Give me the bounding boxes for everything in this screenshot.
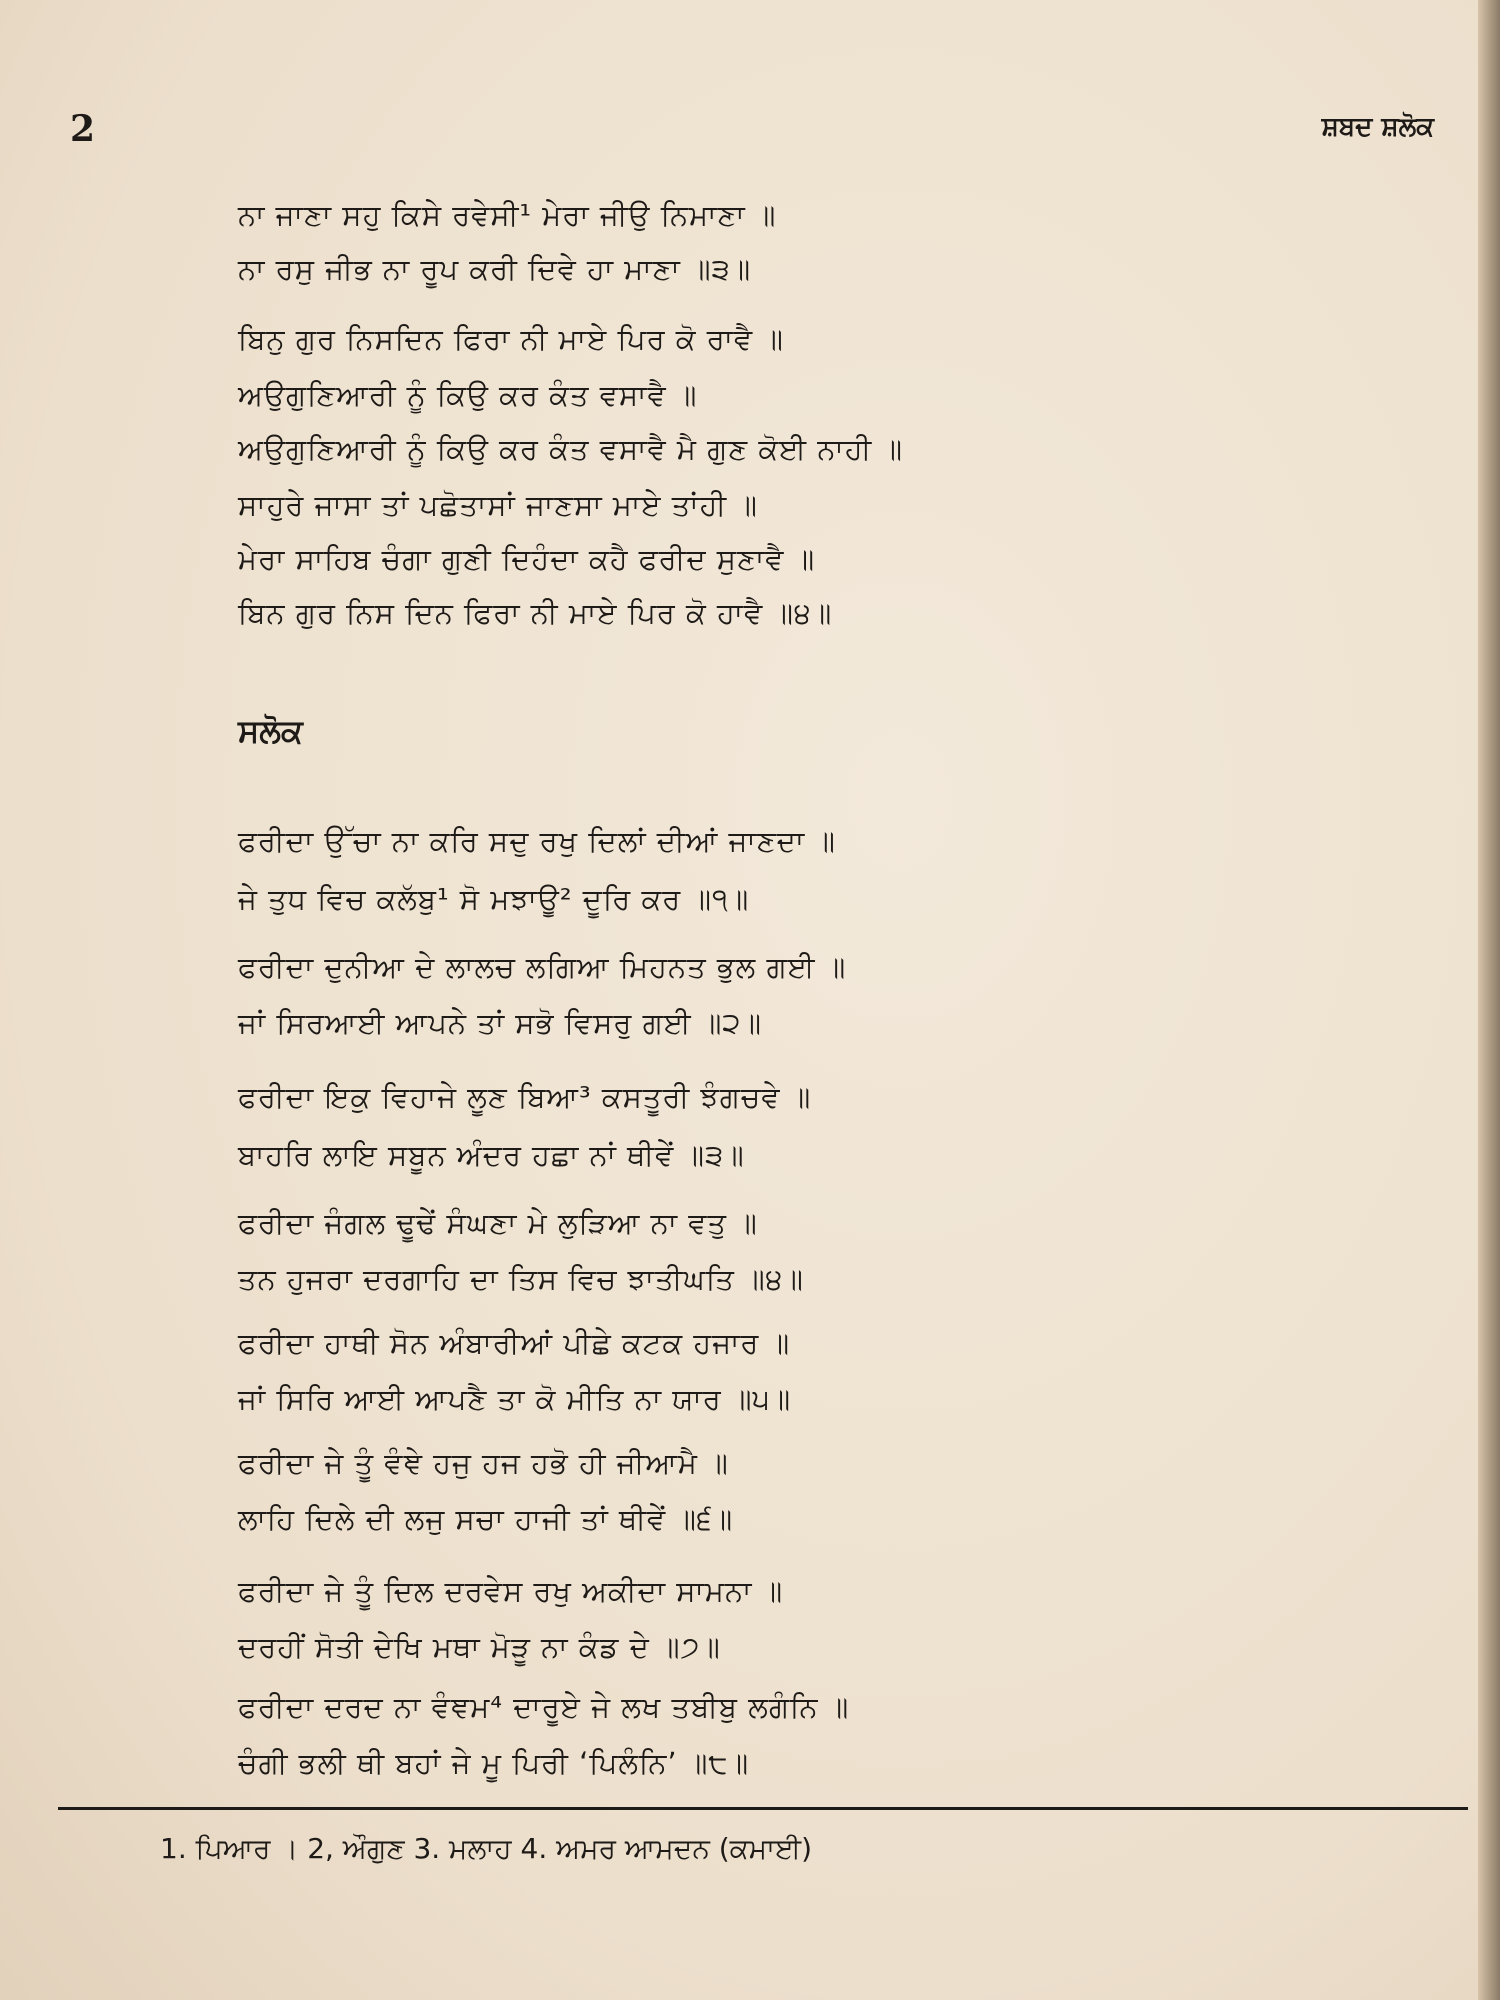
- footnote-divider: [58, 1807, 1468, 1810]
- salok-line: ਫਰੀਦਾ ਜੰਗਲ ਢੂਢੇਂ ਸੰਘਣਾ ਮੇ ਲੁੜਿਆ ਨਾ ਵਤੁ ॥: [238, 1206, 758, 1240]
- shabad-line: ਅਉਗੁਣਿਆਰੀ ਨੂੰ ਕਿਉ ਕਰ ਕੰਤ ਵਸਾਵੈ ॥: [238, 378, 698, 412]
- section-heading: ਸਲੋਕ: [238, 712, 303, 750]
- salok-line: ਫਰੀਦਾ ਜੇ ਤੂੰ ਦਿਲ ਦਰਵੇਸ ਰਖੁ ਅਕੀਦਾ ਸਾਮਨਾ ॥: [238, 1574, 784, 1608]
- footnotes: 1. ਪਿਆਰ । 2, ਔਗੁਣ 3. ਮਲਾਹ 4. ਅਮਰ ਆਮਦਨ (ਕਮਾਈ): [160, 1832, 813, 1865]
- salok-line: ਜਾਂ ਸਿਰਆਈ ਆਪਨੇ ਤਾਂ ਸਭੋ ਵਿਸਰੁ ਗਈ ॥੨॥: [238, 1006, 763, 1040]
- salok-line: ਫਰੀਦਾ ਦਰਦ ਨਾ ਵੰਞਮ⁴ ਦਾਰੂਏ ਜੇ ਲਖ ਤਬੀਬੁ ਲਗੰਨਿ ॥: [238, 1690, 850, 1724]
- salok-line: ਫਰੀਦਾ ਉੱਚਾ ਨਾ ਕਰਿ ਸਦੁ ਰਖੁ ਦਿਲਾਂ ਦੀਆਂ ਜਾਣਦਾ ॥: [238, 824, 836, 858]
- shabad-line: ਸਾਹੁਰੇ ਜਾਸਾ ਤਾਂ ਪਛੋਤਾਸਾਂ ਜਾਣਸਾ ਮਾਏ ਤਾਂਹੀ ॥: [238, 488, 758, 522]
- shabad-line: ਬਿਨ ਗੁਰ ਨਿਸ ਦਿਨ ਫਿਰਾ ਨੀ ਮਾਏ ਪਿਰ ਕੋ ਹਾਵੈ ॥੪॥: [238, 596, 833, 630]
- salok-line: ਫਰੀਦਾ ਦੁਨੀਆ ਦੇ ਲਾਲਚ ਲਗਿਆ ਮਿਹਨਤ ਭੁਲ ਗਈ ॥: [238, 950, 847, 984]
- salok-line: ਦਰਹੀਂ ਸੋਤੀ ਦੇਖਿ ਮਥਾ ਮੋੜੂ ਨਾ ਕੰਡ ਦੇ ॥੭॥: [238, 1630, 721, 1664]
- page-number: 2: [70, 108, 96, 150]
- running-head: ਸ਼ਬਦ ਸ਼ਲੋਕ: [1321, 112, 1434, 142]
- shabad-line: ਅਉਗੁਣਿਆਰੀ ਨੂੰ ਕਿਉ ਕਰ ਕੰਤ ਵਸਾਵੈ ਮੈ ਗੁਣ ਕੋਈ ਨਾਹੀ ॥: [238, 432, 904, 466]
- salok-line: ਬਾਹਰਿ ਲਾਇ ਸਬੂਨ ਅੰਦਰ ਹਛਾ ਨਾਂ ਥੀਵੇਂ ॥੩॥: [238, 1138, 745, 1172]
- salok-line: ਫਰੀਦਾ ਇਕੁ ਵਿਹਾਜੇ ਲੂਣ ਬਿਆ³ ਕਸਤੂਰੀ ਝੰਗਚਵੇ ॥: [238, 1080, 812, 1114]
- shabad-line: ਮੇਰਾ ਸਾਹਿਬ ਚੰਗਾ ਗੁਣੀ ਦਿਹੰਦਾ ਕਹੈ ਫਰੀਦ ਸੁਣਾਵੈ ॥: [238, 542, 816, 576]
- salok-line: ਫਰੀਦਾ ਜੇ ਤੂੰ ਵੰਞੇ ਹਜੁ ਹਜ ਹਭੋ ਹੀ ਜੀਆਮੈ ॥: [238, 1446, 729, 1480]
- salok-line: ਜਾਂ ਸਿਰਿ ਆਈ ਆਪਣੈ ਤਾ ਕੋ ਮੀਤਿ ਨਾ ਯਾਰ ॥੫॥: [238, 1382, 792, 1416]
- shabad-line: ਬਿਨੁ ਗੁਰ ਨਿਸਦਿਨ ਫਿਰਾ ਨੀ ਮਾਏ ਪਿਰ ਕੋ ਰਾਵੈ ॥: [238, 322, 784, 356]
- shabad-line: ਨਾ ਰਸੁ ਜੀਭ ਨਾ ਰੂਪ ਕਰੀ ਦਿਵੇ ਹਾ ਮਾਣਾ ॥੩॥: [238, 252, 752, 286]
- salok-line: ਚੰਗੀ ਭਲੀ ਥੀ ਬਹਾਂ ਜੇ ਮੂ ਪਿਰੀ ‘ਪਿਲੰਨਿ’ ॥੮॥: [238, 1746, 750, 1780]
- page-edge: [1478, 0, 1500, 2000]
- salok-line: ਤਨ ਹੁਜਰਾ ਦਰਗਾਹਿ ਦਾ ਤਿਸ ਵਿਚ ਝਾਤੀਘਤਿ ॥੪॥: [238, 1262, 804, 1296]
- shabad-line: ਨਾ ਜਾਣਾ ਸਹੁ ਕਿਸੇ ਰਵੇਸੀ¹ ਮੇਰਾ ਜੀਉ ਨਿਮਾਣਾ ॥: [238, 198, 777, 232]
- salok-line: ਫਰੀਦਾ ਹਾਥੀ ਸੋਨ ਅੰਬਾਰੀਆਂ ਪੀਛੇ ਕਟਕ ਹਜਾਰ ॥: [238, 1326, 791, 1360]
- salok-line: ਲਾਹਿ ਦਿਲੇ ਦੀ ਲਜੁ ਸਚਾ ਹਾਜੀ ਤਾਂ ਥੀਵੇਂ ॥੬॥: [238, 1502, 734, 1536]
- salok-line: ਜੇ ਤੁਧ ਵਿਚ ਕਲੱਬੁ¹ ਸੋ ਮਝਾਊ² ਦੂਰਿ ਕਰ ॥੧॥: [238, 882, 750, 916]
